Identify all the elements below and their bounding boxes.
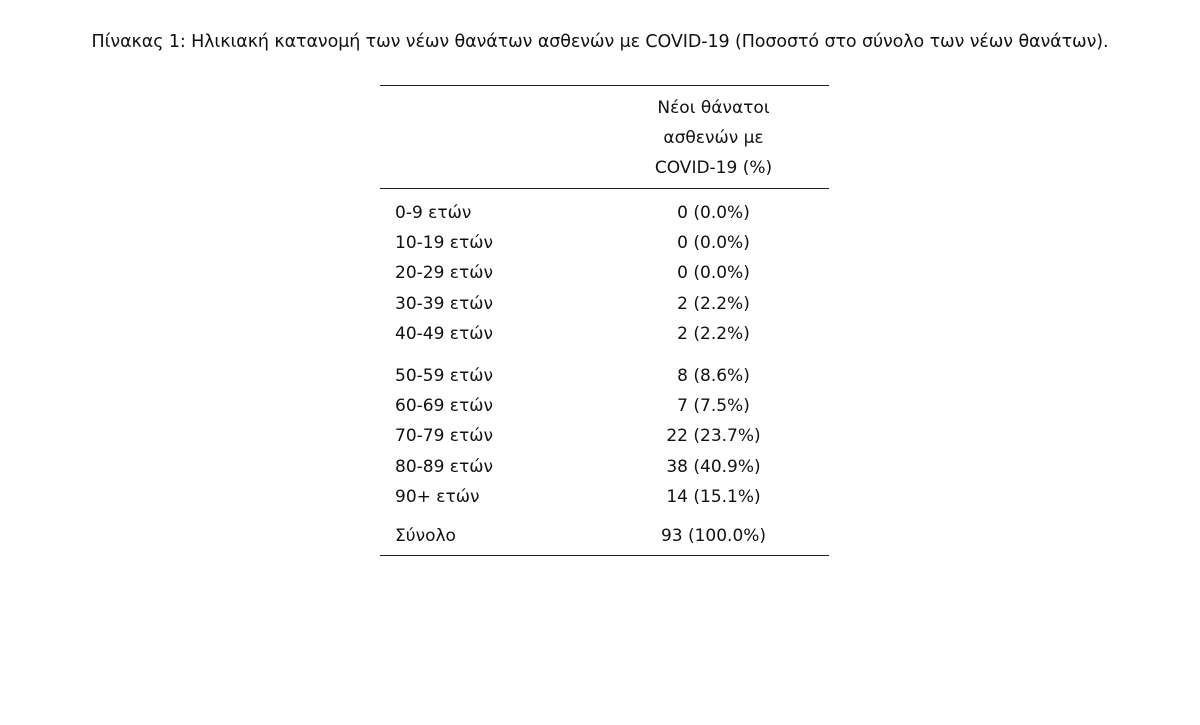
death-count-value: 0 (0.0%) bbox=[677, 233, 750, 254]
total-value: 93 (100.0%) bbox=[660, 525, 767, 546]
table-row bbox=[380, 482, 829, 512]
table-row bbox=[380, 198, 829, 228]
age-group-label: 80-89 ετών bbox=[395, 456, 493, 477]
table-row bbox=[380, 391, 829, 421]
table-body bbox=[380, 189, 829, 555]
age-group-label: 0-9 ετών bbox=[395, 203, 472, 223]
death-count-value: 7 (7.5%) bbox=[677, 396, 750, 417]
death-count-value: 0 (0.0%) bbox=[677, 263, 750, 284]
header-label-cell bbox=[380, 86, 598, 188]
total-row bbox=[380, 522, 829, 551]
table-row bbox=[380, 289, 829, 319]
table-row bbox=[380, 361, 829, 391]
death-count-value: 8 (8.6%) bbox=[677, 365, 750, 386]
column-header-line: COVID-19 (%) bbox=[654, 158, 773, 178]
age-group-label: 40-49 ετών bbox=[395, 323, 493, 344]
column-header-line: Νέοι θάνατοι bbox=[657, 98, 770, 118]
death-count-value: 2 (2.2%) bbox=[677, 293, 750, 314]
age-group-label: 10-19 ετών bbox=[395, 233, 493, 254]
table-caption: Πίνακας 1: Ηλικιακή κατανομή των νέων θανάτων ασθενών με COVID-19 (Ποσοστό στο σύνολο των νέων θανάτων). bbox=[91, 32, 1109, 52]
deaths-by-age-table bbox=[380, 85, 829, 556]
death-count-value: 14 (15.1%) bbox=[666, 486, 761, 507]
column-header bbox=[598, 86, 829, 188]
death-count-value: 38 (40.9%) bbox=[666, 456, 761, 477]
age-group-label: 20-29 ετών bbox=[395, 263, 493, 284]
table-row bbox=[380, 319, 829, 349]
total-spacer bbox=[380, 512, 829, 522]
table-row bbox=[380, 421, 829, 451]
table-row bbox=[380, 452, 829, 482]
death-count-value: 2 (2.2%) bbox=[677, 323, 750, 344]
age-group-label: 30-39 ετών bbox=[395, 293, 493, 314]
bottom-rule bbox=[380, 555, 829, 556]
table-header bbox=[380, 86, 829, 188]
death-count-value: 22 (23.7%) bbox=[666, 426, 761, 447]
total-label: Σύνολο bbox=[395, 525, 456, 546]
age-group-label: 90+ ετών bbox=[395, 486, 480, 507]
death-count-value: 0 (0.0%) bbox=[677, 203, 750, 223]
age-group-label: 70-79 ετών bbox=[395, 426, 493, 447]
age-group-label: 50-59 ετών bbox=[395, 365, 493, 386]
column-header-line: ασθενών με bbox=[663, 128, 764, 148]
group-spacer bbox=[380, 349, 829, 361]
table-row bbox=[380, 258, 829, 288]
table-row bbox=[380, 228, 829, 258]
age-group-label: 60-69 ετών bbox=[395, 396, 493, 417]
